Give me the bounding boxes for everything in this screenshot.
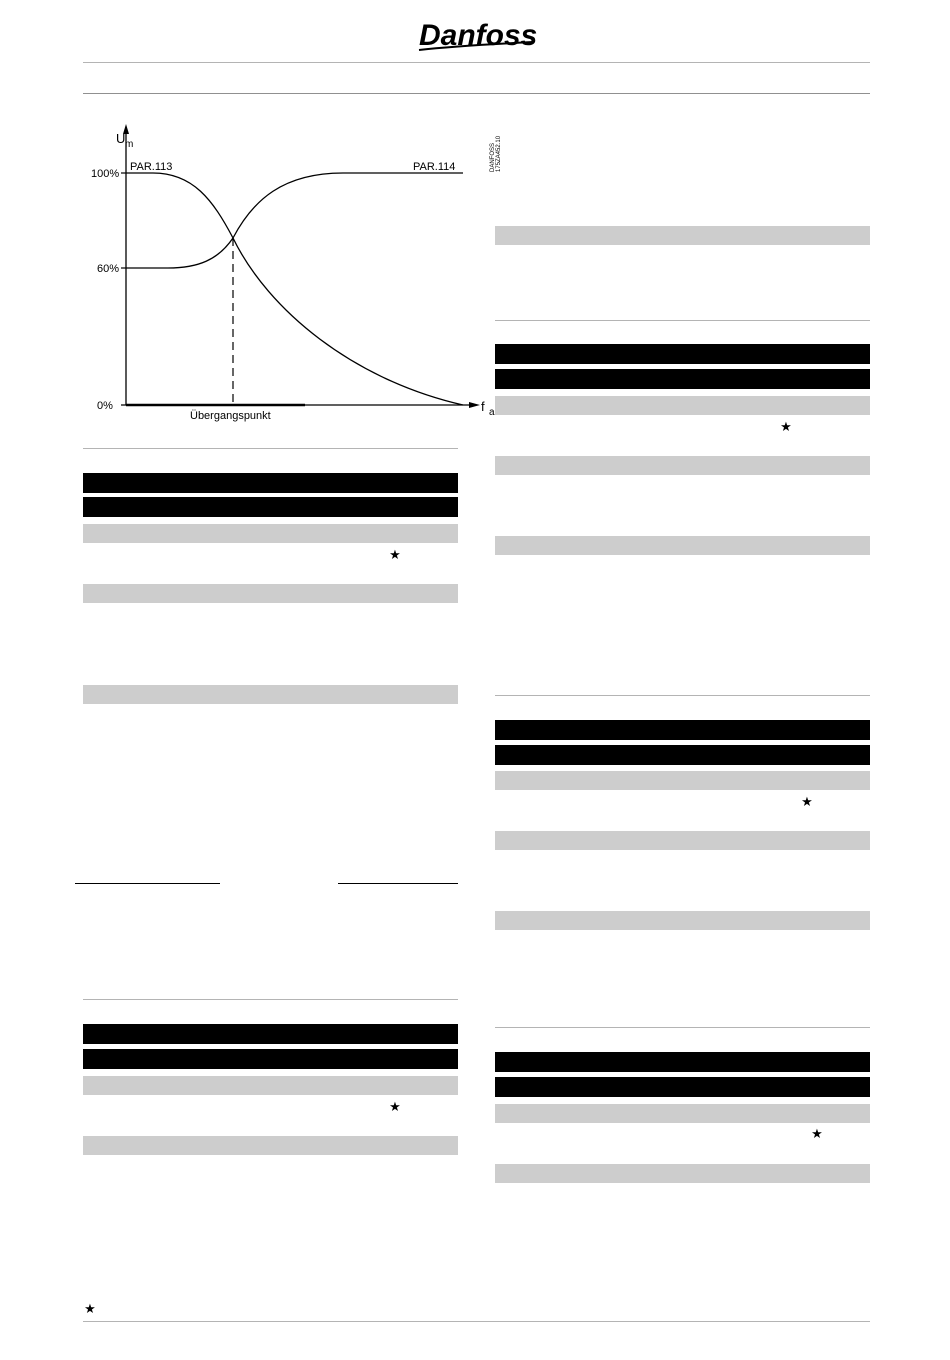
tick-0: 0% — [97, 400, 113, 412]
left-section1-header-bar-2 — [83, 497, 458, 517]
right-section2-header-bar-1 — [495, 720, 870, 740]
par114-curve — [126, 173, 463, 268]
right-section0-description-bar — [495, 226, 870, 245]
right-section3-value-bar — [495, 1104, 870, 1123]
tick-60: 60% — [97, 263, 120, 275]
header-rule-bottom — [83, 93, 870, 94]
left-separator-1 — [83, 448, 458, 449]
left-section1-function-bar — [83, 584, 458, 603]
default-star-icon: ★ — [389, 547, 401, 562]
left-section1-value-bar — [83, 524, 458, 543]
fraction-rule-left — [75, 883, 220, 884]
logo-text: Danfoss — [419, 19, 538, 52]
y-axis-label: U — [116, 131, 126, 146]
left-section2-value-bar — [83, 1076, 458, 1095]
right-section1-function-bar — [495, 456, 870, 475]
ref-code-line2: 175ZA452.10 — [496, 135, 502, 172]
ref-code-line1: DANFOSS — [490, 142, 496, 172]
right-separator-3 — [495, 1027, 870, 1028]
right-section1-header-bar-2 — [495, 369, 870, 389]
x-axis-sub: a — [489, 407, 495, 418]
right-section3-header-bar-1 — [495, 1052, 870, 1072]
x-axis-arrow — [469, 402, 480, 408]
left-separator-2 — [83, 999, 458, 1000]
left-section1-description-bar — [83, 685, 458, 704]
left-section2-function-bar — [83, 1136, 458, 1155]
default-star-icon: ★ — [780, 419, 792, 434]
transition-point-label: Übergangspunkt — [190, 410, 271, 422]
right-section1-description-bar — [495, 536, 870, 555]
right-section2-header-bar-2 — [495, 745, 870, 765]
default-star-icon: ★ — [801, 794, 813, 809]
right-section2-function-bar — [495, 831, 870, 850]
par113-curve — [126, 173, 463, 405]
default-star-icon: ★ — [389, 1099, 401, 1114]
left-section1-header-bar-1 — [83, 473, 458, 493]
right-separator-2 — [495, 695, 870, 696]
right-section2-description-bar — [495, 911, 870, 930]
right-section1-value-bar — [495, 396, 870, 415]
footnote-star-icon: ★ — [84, 1301, 96, 1316]
right-section2-value-bar — [495, 771, 870, 790]
footer-rule — [83, 1321, 870, 1322]
figure-reference-code — [490, 122, 502, 172]
par114-label: PAR.114 — [413, 161, 456, 173]
fraction-rule-right — [338, 883, 458, 884]
x-axis-label: f — [481, 399, 485, 414]
voltage-frequency-diagram — [83, 120, 503, 430]
right-separator-1 — [495, 320, 870, 321]
default-star-icon: ★ — [811, 1126, 823, 1141]
right-section3-function-bar — [495, 1164, 870, 1183]
par113-label: PAR.113 — [130, 161, 173, 173]
right-section1-header-bar-1 — [495, 344, 870, 364]
danfoss-logo — [415, 12, 540, 56]
tick-100: 100% — [91, 168, 120, 180]
right-section3-header-bar-2 — [495, 1077, 870, 1097]
y-axis-sub: m — [125, 139, 134, 150]
left-section2-header-bar-1 — [83, 1024, 458, 1044]
header-rule-top — [83, 62, 870, 63]
left-section2-header-bar-2 — [83, 1049, 458, 1069]
